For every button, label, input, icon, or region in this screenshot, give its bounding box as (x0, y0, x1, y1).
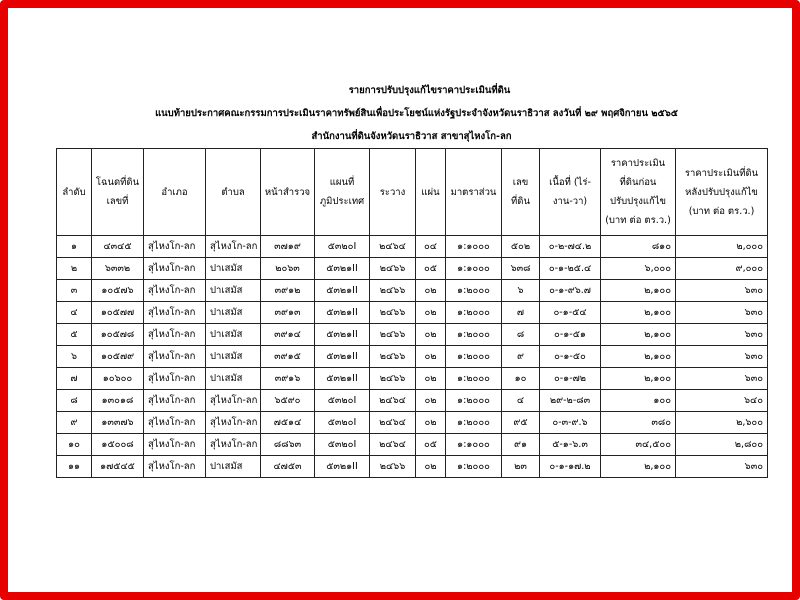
col-area-cell: ๐-๑-๒๕.๔ (540, 258, 601, 280)
col-area-cell: ๐-๑-๕๔ (540, 302, 601, 324)
land-price-table (56, 148, 768, 478)
col-scale-cell: ๑:๒๐๐๐ (446, 324, 502, 346)
col-district-cell: สุไหงโก-ลก (144, 456, 206, 478)
col-parcel-no-cell: ๖ (502, 280, 540, 302)
col-price-after-cell: ๒,๖๐๐ (676, 412, 768, 434)
col-area-cell: ๐-๒-๗๔.๒ (540, 236, 601, 258)
col-plate-cell: ๐๒ (416, 412, 446, 434)
table-row (57, 258, 768, 280)
col-scale-cell: ๑:๒๐๐๐ (446, 302, 502, 324)
col-price-after-cell: ๖๓๐ (676, 324, 768, 346)
col-survey-page-cell: ๓๙๑๒ (261, 280, 315, 302)
col-survey-page-cell: ๘๘๖๓ (261, 434, 315, 456)
col-topo-map-cell: ๕๓๒๑II (315, 258, 370, 280)
col-deed-no-header: โฉนดที่ดิน เลขที่ (92, 149, 144, 236)
col-topo-map-cell: ๕๓๒๐I (315, 434, 370, 456)
col-topo-map-cell: ๕๓๒๐I (315, 412, 370, 434)
col-order-cell: ๘ (57, 390, 92, 412)
col-subdistrict-header: ตำบล (206, 149, 261, 236)
col-sheet-cell: ๒๔๖๖ (370, 280, 416, 302)
col-plate-header: แผ่น (416, 149, 446, 236)
table-row (57, 280, 768, 302)
col-parcel-no-cell: ๔ (502, 390, 540, 412)
col-scale-cell: ๑:๒๐๐๐ (446, 346, 502, 368)
col-order-cell: ๑๑ (57, 456, 92, 478)
col-area-cell: ๐-๑-๕๑ (540, 324, 601, 346)
col-area-cell: ๐-๓-๙.๖ (540, 412, 601, 434)
col-survey-page-cell: ๖๕๙๐ (261, 390, 315, 412)
col-topo-map-cell: ๕๓๒๑II (315, 324, 370, 346)
col-scale-cell: ๑:๒๐๐๐ (446, 368, 502, 390)
col-deed-no-cell: ๑๓๐๑๘ (92, 390, 144, 412)
col-topo-map-cell: ๕๓๒๑II (315, 456, 370, 478)
col-survey-page-cell: ๓๙๑๔ (261, 324, 315, 346)
col-district-cell: สุไหงโก-ลก (144, 324, 206, 346)
col-plate-cell: ๐๒ (416, 324, 446, 346)
col-district-cell: สุไหงโก-ลก (144, 412, 206, 434)
col-sheet-cell: ๒๔๖๖ (370, 368, 416, 390)
col-topo-map-cell: ๕๓๒๐I (315, 236, 370, 258)
col-district-cell: สุไหงโก-ลก (144, 434, 206, 456)
col-subdistrict-cell: ปาเสมัส (206, 456, 261, 478)
col-order-cell: ๕ (57, 324, 92, 346)
col-sheet-cell: ๒๔๖๖ (370, 324, 416, 346)
col-district-cell: สุไหงโก-ลก (144, 390, 206, 412)
col-subdistrict-cell: ปาเสมัส (206, 346, 261, 368)
col-district-header: อำเภอ (144, 149, 206, 236)
col-price-before-cell: ๒,๑๐๐ (601, 456, 676, 478)
table-row (57, 302, 768, 324)
col-price-before-cell: ๑๐๐ (601, 390, 676, 412)
col-deed-no-cell: ๑๓๓๗๖ (92, 412, 144, 434)
col-price-before-cell: ๒,๑๐๐ (601, 302, 676, 324)
col-sheet-header: ระวาง (370, 149, 416, 236)
col-deed-no-cell: ๑๐๕๗๙ (92, 346, 144, 368)
col-topo-map-cell: ๕๓๒๐I (315, 390, 370, 412)
col-order-cell: ๗ (57, 368, 92, 390)
col-survey-page-cell: ๓๗๑๙ (261, 236, 315, 258)
col-price-before-cell: ๘๑๐ (601, 236, 676, 258)
col-order-cell: ๑ (57, 236, 92, 258)
col-sheet-cell: ๒๔๖๔ (370, 434, 416, 456)
col-price-before-header: ราคาประเมินที่ดินก่อนปรับปรุงแก้ไข (บาท ต่อ ตร.ว.) (601, 149, 676, 236)
col-price-after-cell: ๖๓๐ (676, 368, 768, 390)
col-area-cell: ๕-๑-๖.๓ (540, 434, 601, 456)
col-parcel-no-cell: ๒๓ (502, 456, 540, 478)
col-district-cell: สุไหงโก-ลก (144, 368, 206, 390)
document (56, 79, 767, 478)
col-plate-cell: ๐๒ (416, 390, 446, 412)
col-price-after-cell: ๖๓๐ (676, 280, 768, 302)
col-survey-page-cell: ๓๙๑๖ (261, 368, 315, 390)
col-subdistrict-cell: ปาเสมัส (206, 324, 261, 346)
col-order-cell: ๒ (57, 258, 92, 280)
col-deed-no-cell: ๑๐๕๗๘ (92, 324, 144, 346)
col-district-cell: สุไหงโก-ลก (144, 236, 206, 258)
col-parcel-no-cell: ๙ (502, 346, 540, 368)
table-header-row (57, 149, 768, 236)
col-price-before-cell: ๓๘๐ (601, 412, 676, 434)
col-plate-cell: ๐๕ (416, 434, 446, 456)
col-plate-cell: ๐๒ (416, 280, 446, 302)
col-sheet-cell: ๒๔๖๔ (370, 412, 416, 434)
col-survey-page-cell: ๒๐๖๓ (261, 258, 315, 280)
col-scale-cell: ๑:๑๐๐๐ (446, 258, 502, 280)
col-district-cell: สุไหงโก-ลก (144, 346, 206, 368)
col-area-header: เนื้อที่ (ไร่-งาน-วา) (540, 149, 601, 236)
col-area-cell: ๐-๑-๕๐ (540, 346, 601, 368)
col-sheet-cell: ๒๔๖๔ (370, 236, 416, 258)
col-plate-cell: ๐๕ (416, 258, 446, 280)
col-subdistrict-cell: สุไหงโก-ลก (206, 390, 261, 412)
col-plate-cell: ๐๒ (416, 456, 446, 478)
col-subdistrict-cell: สุไหงโก-ลก (206, 236, 261, 258)
col-plate-cell: ๐๒ (416, 346, 446, 368)
col-sheet-cell: ๒๔๖๖ (370, 302, 416, 324)
col-topo-map-cell: ๕๓๒๑II (315, 302, 370, 324)
col-order-cell: ๔ (57, 302, 92, 324)
col-scale-cell: ๑:๑๐๐๐ (446, 236, 502, 258)
col-subdistrict-cell: สุไหงโก-ลก (206, 434, 261, 456)
col-survey-page-cell: ๔๗๕๓ (261, 456, 315, 478)
col-scale-cell: ๑:๑๐๐๐ (446, 434, 502, 456)
col-survey-page-cell: ๗๕๑๔ (261, 412, 315, 434)
col-parcel-no-cell: ๗ (502, 302, 540, 324)
col-area-cell: ๐-๑-๗๒ (540, 368, 601, 390)
document-subtitle: แนบท้ายประกาศคณะกรรมการประเมินราคาทรัพย์สินเพื่อประโยชน์แห่งรัฐประจำจังหวัดนราธิวาส ลงวันที่ ๒๙ พฤศจิกายน ๒๕๖๕ (155, 108, 678, 119)
col-topo-map-cell: ๕๓๒๑II (315, 280, 370, 302)
col-area-cell: ๐-๑-๑๗.๒ (540, 456, 601, 478)
col-topo-map-header: แผนที่ภูมิประเทศ (315, 149, 370, 236)
table-row (57, 412, 768, 434)
col-subdistrict-cell: ปาเสมัส (206, 302, 261, 324)
col-deed-no-cell: ๔๓๔๕ (92, 236, 144, 258)
col-deed-no-cell: ๑๐๖๐๐ (92, 368, 144, 390)
col-parcel-no-cell: ๑๐ (502, 368, 540, 390)
col-parcel-no-cell: ๖๓๘ (502, 258, 540, 280)
col-subdistrict-cell: ปาเสมัส (206, 368, 261, 390)
col-price-before-cell: ๒,๑๐๐ (601, 324, 676, 346)
col-plate-cell: ๐๔ (416, 236, 446, 258)
col-order-cell: ๑๐ (57, 434, 92, 456)
col-price-before-cell: ๒,๑๐๐ (601, 346, 676, 368)
table-row (57, 456, 768, 478)
col-survey-page-cell: ๓๙๑๕ (261, 346, 315, 368)
col-sheet-cell: ๒๔๖๔ (370, 390, 416, 412)
col-order-cell: ๖ (57, 346, 92, 368)
col-district-cell: สุไหงโก-ลก (144, 280, 206, 302)
col-order-cell: ๓ (57, 280, 92, 302)
col-parcel-no-cell: ๕๐๒ (502, 236, 540, 258)
col-area-cell: ๐-๑-๙๖.๗ (540, 280, 601, 302)
col-price-after-cell: ๖๓๐ (676, 302, 768, 324)
table-row (57, 368, 768, 390)
col-survey-page-cell: ๓๙๑๓ (261, 302, 315, 324)
table-row (57, 390, 768, 412)
col-parcel-no-cell: ๙๑ (502, 434, 540, 456)
col-price-before-cell: ๓๔,๕๐๐ (601, 434, 676, 456)
col-sheet-cell: ๒๔๖๖ (370, 258, 416, 280)
col-price-after-header: ราคาประเมินที่ดินหลังปรับปรุงแก้ไข (บาท ต่อ ตร.ว.) (676, 149, 768, 236)
col-deed-no-cell: ๖๓๓๒ (92, 258, 144, 280)
col-price-after-cell: ๒,๘๐๐ (676, 434, 768, 456)
col-subdistrict-cell: ปาเสมัส (206, 280, 261, 302)
col-parcel-no-cell: ๘ (502, 324, 540, 346)
col-scale-cell: ๑:๒๐๐๐ (446, 412, 502, 434)
col-deed-no-cell: ๑๗๕๔๕ (92, 456, 144, 478)
col-deed-no-cell: ๑๐๕๗๗ (92, 302, 144, 324)
col-scale-header: มาตราส่วน (446, 149, 502, 236)
col-parcel-no-cell: ๙๕ (502, 412, 540, 434)
office-name: สำนักงานที่ดินจังหวัดนราธิวาส สาขาสุไหงโก-ลก (311, 131, 512, 142)
col-plate-cell: ๐๒ (416, 302, 446, 324)
col-subdistrict-cell: สุไหงโก-ลก (206, 412, 261, 434)
col-price-after-cell: ๖๓๐ (676, 346, 768, 368)
col-district-cell: สุไหงโก-ลก (144, 258, 206, 280)
col-price-after-cell: ๖๔๐ (676, 390, 768, 412)
col-order-cell: ๙ (57, 412, 92, 434)
col-topo-map-cell: ๕๓๒๑II (315, 346, 370, 368)
col-topo-map-cell: ๕๓๒๑II (315, 368, 370, 390)
col-subdistrict-cell: ปาเสมัส (206, 258, 261, 280)
table-row (57, 346, 768, 368)
col-deed-no-cell: ๑๕๐๐๘ (92, 434, 144, 456)
col-price-before-cell: ๒,๑๐๐ (601, 280, 676, 302)
col-scale-cell: ๑:๒๐๐๐ (446, 280, 502, 302)
col-sheet-cell: ๒๔๖๖ (370, 456, 416, 478)
col-price-after-cell: ๒,๐๐๐ (676, 236, 768, 258)
col-scale-cell: ๑:๒๐๐๐ (446, 456, 502, 478)
table-row (57, 324, 768, 346)
table-row (57, 236, 768, 258)
document-title: รายการปรับปรุงแก้ไขราคาประเมินที่ดิน (348, 85, 511, 96)
col-scale-cell: ๑:๒๐๐๐ (446, 390, 502, 412)
col-parcel-no-header: เลขที่ดิน (502, 149, 540, 236)
col-order-header: ลำดับ (57, 149, 92, 236)
col-sheet-cell: ๒๔๖๖ (370, 346, 416, 368)
col-deed-no-cell: ๑๐๕๗๖ (92, 280, 144, 302)
table-row (57, 434, 768, 456)
col-price-before-cell: ๒,๑๐๐ (601, 368, 676, 390)
col-district-cell: สุไหงโก-ลก (144, 302, 206, 324)
col-price-after-cell: ๖๓๐ (676, 456, 768, 478)
col-survey-page-header: หน้าสำรวจ (261, 149, 315, 236)
table-body (57, 236, 768, 478)
col-price-before-cell: ๖,๐๐๐ (601, 258, 676, 280)
col-area-cell: ๒๙-๒-๘๓ (540, 390, 601, 412)
col-price-after-cell: ๙,๐๐๐ (676, 258, 768, 280)
col-plate-cell: ๐๒ (416, 368, 446, 390)
